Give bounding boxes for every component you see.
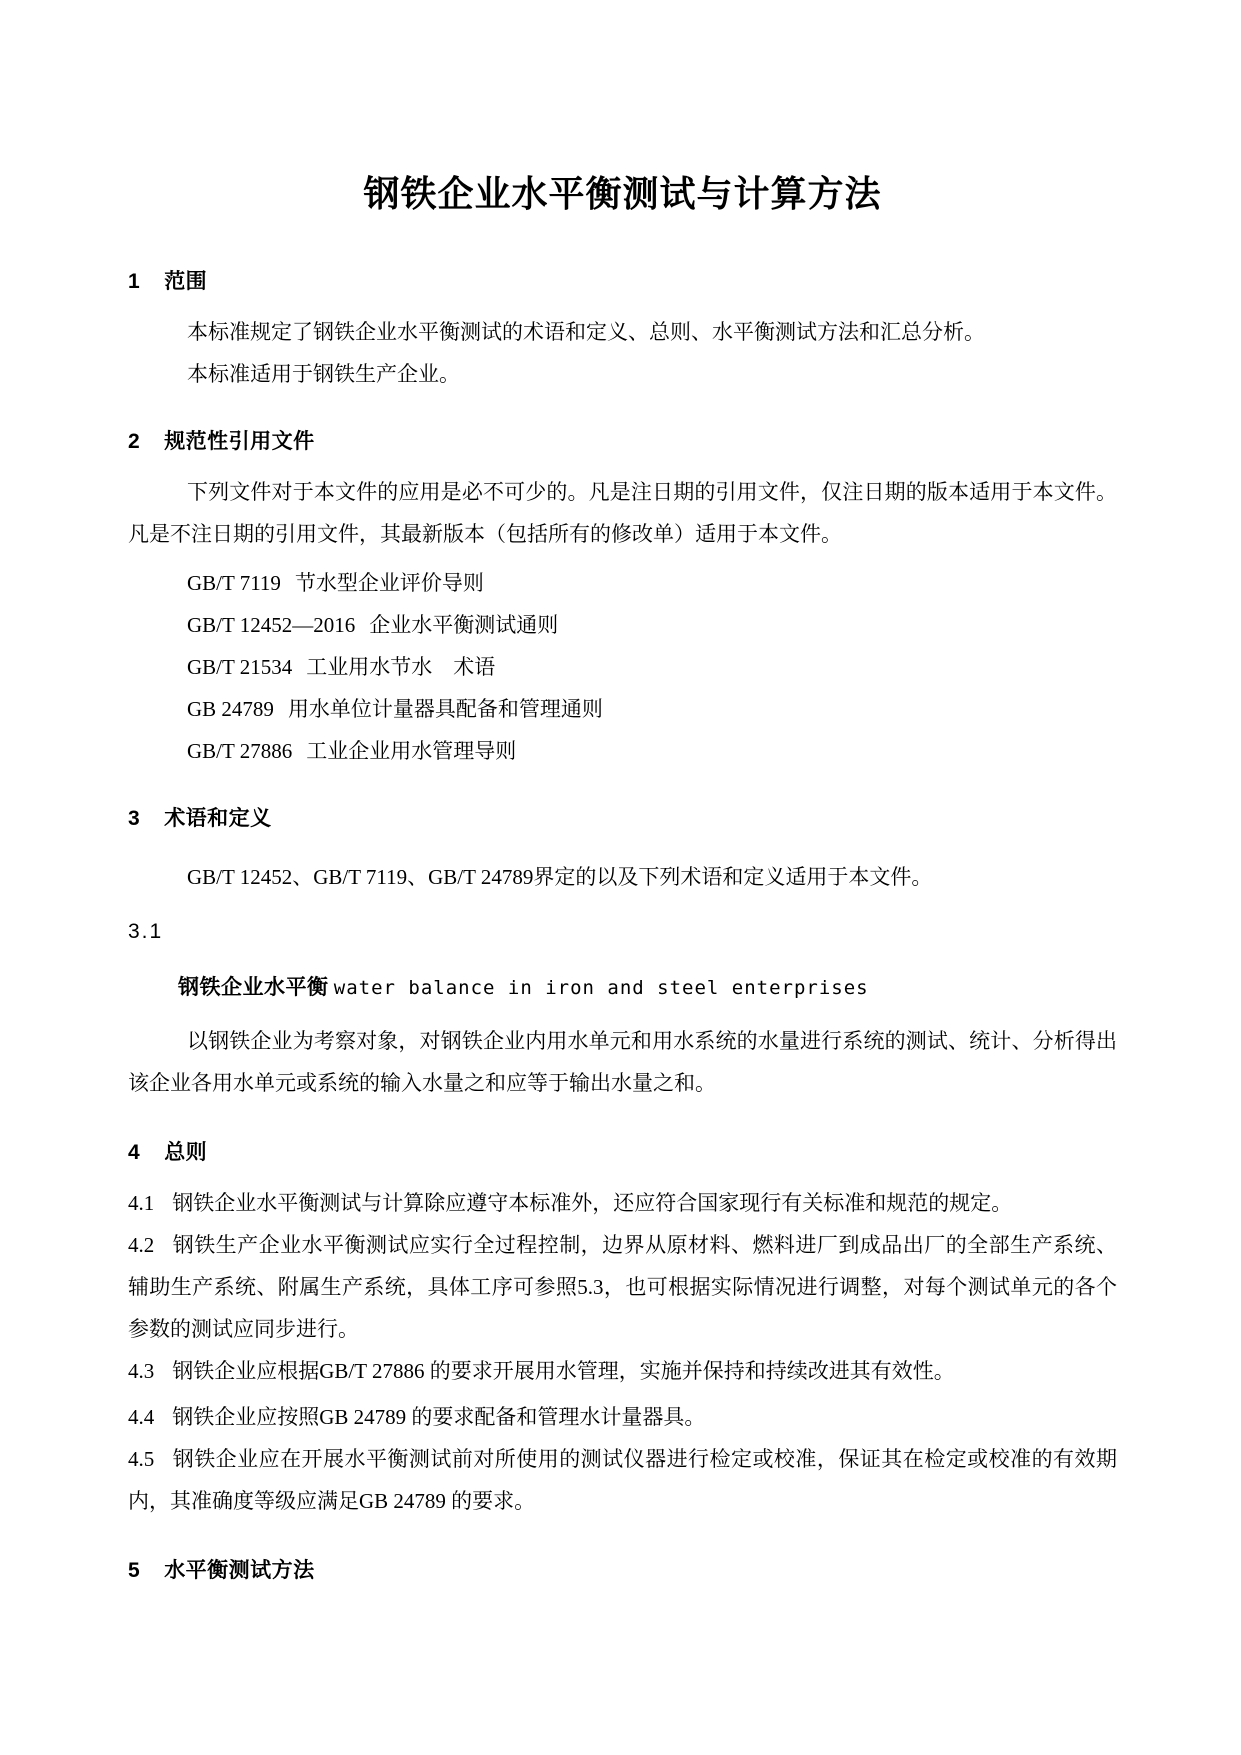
clause-4-3-text: 钢铁企业应根据GB/T 27886 的要求开展用水管理，实施并保持和持续改进其有效性。 xyxy=(172,1359,955,1383)
reference-code: GB/T 27886 xyxy=(187,739,293,763)
clause-4-4-number: 4.4 xyxy=(128,1405,155,1429)
term-name-english: water balance in iron and steel enterprises xyxy=(333,977,869,999)
reference-code: GB/T 12452—2016 xyxy=(187,613,356,637)
reference-item xyxy=(187,562,1117,604)
section-5-heading xyxy=(128,1550,1117,1592)
document-title: 钢铁企业水平衡测试与计算方法 xyxy=(363,173,882,214)
clause-4-3-number: 4.3 xyxy=(128,1359,155,1383)
section-3-title: 术语和定义 xyxy=(164,807,272,830)
normative-references-list xyxy=(128,562,1117,772)
clause-4-2 xyxy=(128,1224,1117,1350)
clause-4-2-text: 钢铁生产企业水平衡测试应实行全过程控制，边界从原材料、燃料进厂到成品出厂的全部生产系统、辅助生产系统、附属生产系统，具体工序可参照5.3，也可根据实际情况进行调整，对每个测试单元的各个参数的测试应同步进行。 xyxy=(128,1233,1117,1341)
reference-name: 工业企业用水管理导则 xyxy=(306,739,517,763)
section-1-paragraph-2: 本标准适用于钢铁生产企业。 xyxy=(187,362,460,386)
reference-item xyxy=(187,604,1117,646)
clause-4-4 xyxy=(128,1396,1117,1438)
section-3-intro: GB/T 12452、GB/T 7119、GB/T 24789界定的以及下列术语和定义适用于本文件。 xyxy=(187,865,933,889)
section-1-title: 范围 xyxy=(164,270,208,293)
reference-name: 工业用水节水 术语 xyxy=(306,655,496,679)
clause-4-1-text: 钢铁企业水平衡测试与计算除应遵守本标准外，还应符合国家现行有关标准和规范的规定。 xyxy=(172,1191,1013,1215)
clause-4-1 xyxy=(128,1182,1117,1224)
reference-code: GB/T 7119 xyxy=(187,571,281,595)
term-entry xyxy=(128,966,1117,1009)
clause-4-5-number: 4.5 xyxy=(128,1447,155,1471)
section-5-title: 水平衡测试方法 xyxy=(164,1559,315,1582)
clause-4-5-text: 钢铁企业应在开展水平衡测试前对所使用的测试仪器进行检定或校准，保证其在检定或校准的有效期内，其准确度等级应满足GB 24789 的要求。 xyxy=(128,1447,1117,1513)
section-4-title: 总则 xyxy=(164,1141,208,1164)
clause-4-3 xyxy=(128,1350,1117,1392)
section-4-heading xyxy=(128,1132,1117,1174)
section-1-number: 1 xyxy=(128,270,141,293)
section-2-title: 规范性引用文件 xyxy=(164,430,315,453)
section-1-paragraph-1: 本标准规定了钢铁企业水平衡测试的术语和定义、总则、水平衡测试方法和汇总分析。 xyxy=(187,320,985,344)
reference-name: 企业水平衡测试通则 xyxy=(369,613,559,637)
clause-4-1-number: 4.1 xyxy=(128,1191,155,1215)
clause-4-2-number: 4.2 xyxy=(128,1233,155,1257)
section-2-number: 2 xyxy=(128,430,141,453)
term-definition: 以钢铁企业为考察对象，对钢铁企业内用水单元和用水系统的水量进行系统的测试、统计、分析得出该企业各用水单元或系统的输入水量之和应等于输出水量之和。 xyxy=(128,1029,1117,1095)
reference-code: GB 24789 xyxy=(187,697,274,721)
section-1-heading xyxy=(128,261,1117,303)
section-2-intro: 下列文件对于本文件的应用是必不可少的。凡是注日期的引用文件，仅注日期的版本适用于本文件。凡是不注日期的引用文件，其最新版本（包括所有的修改单）适用于本文件。 xyxy=(128,480,1117,546)
clause-4-4-text: 钢铁企业应按照GB 24789 的要求配备和管理水计量器具。 xyxy=(172,1405,706,1429)
clause-4-5 xyxy=(128,1438,1117,1522)
section-3-heading xyxy=(128,798,1117,840)
reference-code: GB/T 21534 xyxy=(187,655,293,679)
term-number: 3.1 xyxy=(128,920,164,943)
term-name-chinese: 钢铁企业水平衡 xyxy=(178,976,329,999)
reference-item xyxy=(187,646,1117,688)
section-4-number: 4 xyxy=(128,1141,141,1164)
reference-name: 节水型企业评价导则 xyxy=(294,571,484,595)
section-2-heading xyxy=(128,421,1117,463)
reference-item xyxy=(187,730,1117,772)
section-3-number: 3 xyxy=(128,807,141,830)
reference-item xyxy=(187,688,1117,730)
section-5-number: 5 xyxy=(128,1559,141,1582)
reference-name: 用水单位计量器具配备和管理通则 xyxy=(287,697,603,721)
